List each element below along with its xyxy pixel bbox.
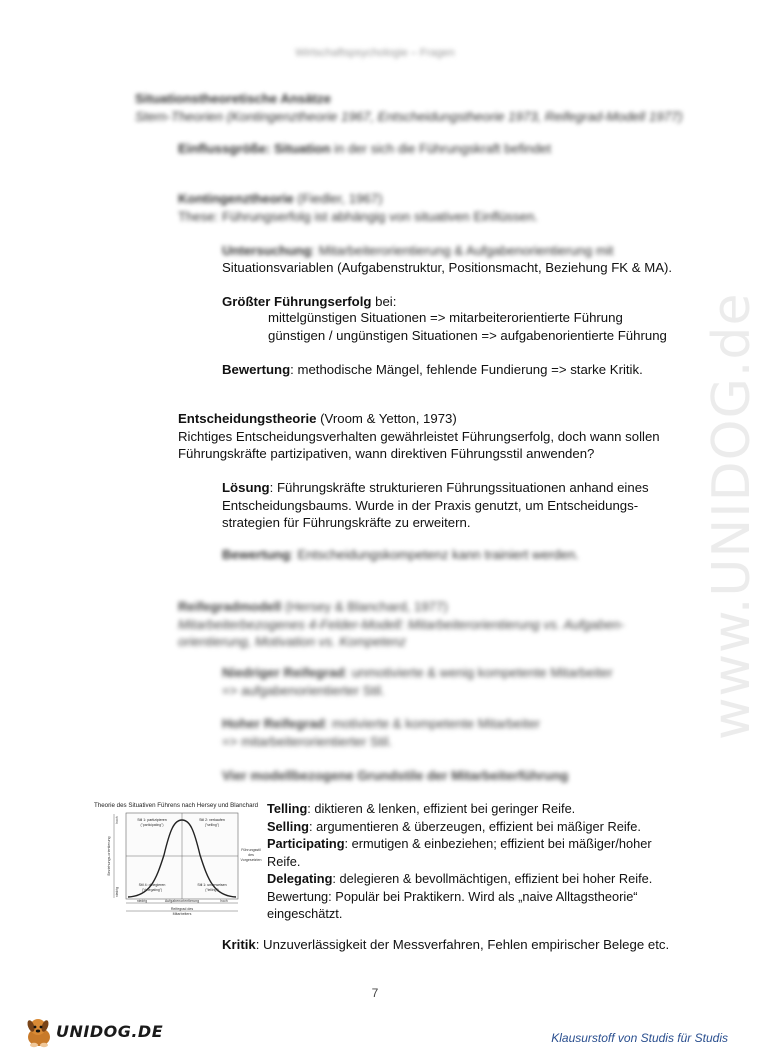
- erfolg-line1: mittelgünstigen Situationen => mitarbeiterorientierte Führung: [268, 310, 623, 325]
- q3-sub: ("delegating"): [141, 888, 163, 892]
- figure-reife2: Mitarbeiters: [172, 912, 192, 916]
- reifegrad-title: Reifegradmodell: [178, 599, 282, 614]
- kritik-line: [222, 936, 669, 954]
- figure-x-hoch: hoch: [220, 899, 228, 903]
- loesung-line3: strategien für Führungskräfte zu erweitern.: [222, 515, 471, 530]
- erfolg-heading: [222, 293, 396, 311]
- erfolg-line2: günstigen / ungünstigen Situationen => aufgabenorientierte Führung: [268, 328, 667, 343]
- kontingenz-header: [178, 190, 538, 225]
- q4-label: Stil 1: unterweisen: [197, 883, 227, 887]
- situational-leadership-figure: [88, 800, 264, 922]
- entscheidung-line1: Richtiges Entscheidungsverhalten gewährleistet Führungserfolg, doch wann sollen: [178, 428, 660, 444]
- selling-label: Selling: [267, 818, 309, 834]
- telling-text: : diktieren & lenken, effizient bei geringer Reife.: [307, 801, 576, 816]
- styles-bewertung-line2: eingeschätzt.: [267, 906, 343, 921]
- niedrig-label: Niedriger Reifegrad: [222, 665, 345, 680]
- erfolg-suffix: bei:: [371, 294, 397, 309]
- entscheidung-title-suffix: (Vroom & Yetton, 1973): [316, 411, 457, 426]
- loesung-line2: Entscheidungsbaums. Wurde in der Praxis genutzt, um Entscheidungs-: [222, 497, 639, 513]
- participating-text: : ermutigen & einbeziehen; effizient bei mäßiger/hoher: [344, 836, 652, 851]
- erfolg-label: Größter Führungserfolg: [222, 294, 372, 309]
- kritik-label: Kritik: [222, 937, 256, 952]
- einfluss-label: Einflussgröße: Situation: [178, 141, 331, 156]
- bewertung-text: : methodische Mängel, fehlende Fundierung => starke Kritik.: [290, 362, 643, 377]
- figure-right-1: Führungsstil: [241, 848, 261, 852]
- reifegrad-block: [178, 598, 624, 651]
- hoch-label: Hoher Reifegrad: [222, 716, 325, 731]
- telling-label: Telling: [267, 801, 308, 816]
- figure-right-2: des: [248, 853, 254, 857]
- page-number: 7: [371, 986, 379, 1000]
- figure-y-niedrig: niedrig: [115, 886, 119, 898]
- hoch-text: : motivierte & kompetente Mitarbeiter: [324, 716, 541, 731]
- entscheidung-title: Entscheidungstheorie: [178, 411, 317, 426]
- figure-y-hoch: hoch: [115, 816, 119, 824]
- unidog-logo[interactable]: [22, 1015, 162, 1049]
- q2-label: Stil 2: verkaufen: [199, 818, 225, 822]
- hoch-line2: => mitarbeiterorientierter Stil.: [222, 733, 393, 749]
- logo-text: UNIDOG.DE: [56, 1022, 164, 1041]
- figure-right-3: Vorgesetzten: [240, 858, 262, 862]
- q4-sub: ("telling"): [205, 888, 219, 892]
- kritik-text: : Unzuverlässigkeit der Messverfahren, Fehlen empirischer Belege etc.: [255, 937, 670, 952]
- kontingenz-title: Kontingenztheorie: [178, 191, 294, 206]
- section-subtitle: Stern-Theorien (Kontingenztheorie 1967, Entscheidungstheorie 1973, Reifegrad-Modell 1977): [135, 108, 683, 124]
- entscheidung-bewertung-label: Bewertung: [222, 547, 291, 562]
- niedrig-text: : unmotivierte & wenig kompetente Mitarbeiter: [344, 665, 613, 680]
- entscheidung-block: [178, 410, 660, 463]
- q1-sub: ("participating"): [140, 823, 164, 827]
- styles-bewertung-line1: Bewertung: Populär bei Praktikern. Wird als „naive Alltagstheorie“: [267, 888, 638, 904]
- figure-title: Theorie des Situativen Führens nach Hersey und Blanchard: [93, 802, 259, 809]
- figure-svg: [88, 800, 264, 922]
- reifegrad-sub2: orientierung, Motivation vs. Kompetenz: [178, 634, 406, 649]
- einfluss-text: in der sich die Führungskraft befindet: [330, 141, 552, 156]
- niedrig-block: [222, 664, 613, 699]
- section-title: Situationstheoretische Ansätze: [135, 91, 331, 106]
- vier-grundstile: Vier modellbezogene Grundstile der Mitarbeiterführung: [222, 768, 569, 783]
- participating-label: Participating: [267, 836, 345, 851]
- figure-xlabel: Aufgabenorientierung: [164, 899, 200, 903]
- kontingenz-bewertung: [222, 361, 643, 379]
- einfluss-line: [178, 140, 551, 158]
- q3-label: Stil 4: delegieren: [138, 883, 166, 887]
- entscheidung-line2: Führungskräfte partizipativen, wann direktiven Führungsstil anwenden?: [178, 446, 595, 461]
- participating-line2: Reife.: [267, 853, 301, 869]
- untersuchung-line2: Situationsvariablen (Aufgabenstruktur, Positionsmacht, Beziehung FK & MA).: [222, 260, 673, 275]
- selling-text: : argumentieren & überzeugen, effizient bei mäßiger Reife.: [308, 818, 641, 834]
- bewertung-label: Bewertung: [222, 362, 291, 377]
- footer-slogan: Klausurstoff von Studis für Studis: [551, 1031, 728, 1045]
- figure-x-niedrig: niedrig: [136, 899, 148, 903]
- kontingenz-thesis: These: Führungserfolg ist abhängig von situativen Einflüssen.: [178, 208, 538, 224]
- delegating-label: Delegating: [267, 871, 333, 886]
- untersuchung-line1: [222, 242, 613, 260]
- entscheidung-bewertung: [222, 546, 579, 564]
- loesung-line1: : Führungskräfte strukturieren Führungssituationen anhand eines: [269, 480, 649, 495]
- niedrig-line2: => aufgabenorientierter Stil.: [222, 682, 385, 698]
- untersuchung-text: : Mitarbeiterorientierung & Aufgabenorientierung mit: [311, 243, 614, 258]
- dog-icon: [22, 1015, 58, 1049]
- reifegrad-title-suffix: (Hersey & Blanchard, 1977): [281, 599, 448, 614]
- delegating-text: : delegieren & bevollmächtigen, effizient bei hoher Reife.: [332, 871, 653, 886]
- watermark-text: www.UNIDOG.de: [702, 292, 762, 740]
- reifegrad-sub1: Mitarbeiterbezogenes 4-Felder-Modell: Mitarbeiterorientierung vs. Aufgaben-: [178, 616, 625, 632]
- q1-label: Stil 1: partizipieren: [137, 818, 167, 822]
- q2-sub: ("selling"): [204, 823, 220, 827]
- loesung-label: Lösung: [222, 480, 270, 495]
- loesung-block: [222, 479, 649, 532]
- figure-ylabel: Beziehungs-orientierung: [107, 836, 111, 876]
- hoch-block: [222, 715, 540, 750]
- styles-block: [267, 800, 652, 923]
- page-header: Wirtschaftspsychologie – Fragen: [295, 47, 455, 59]
- section-situation: [135, 90, 683, 125]
- figure-reife1: Reifegrad des: [170, 907, 194, 911]
- entscheidung-bewertung-text: : Entscheidungskompetenz kann trainiert werden.: [290, 547, 579, 562]
- untersuchung-label: Untersuchung: [222, 243, 312, 258]
- kontingenz-title-suffix: (Fiedler, 1967): [293, 191, 383, 206]
